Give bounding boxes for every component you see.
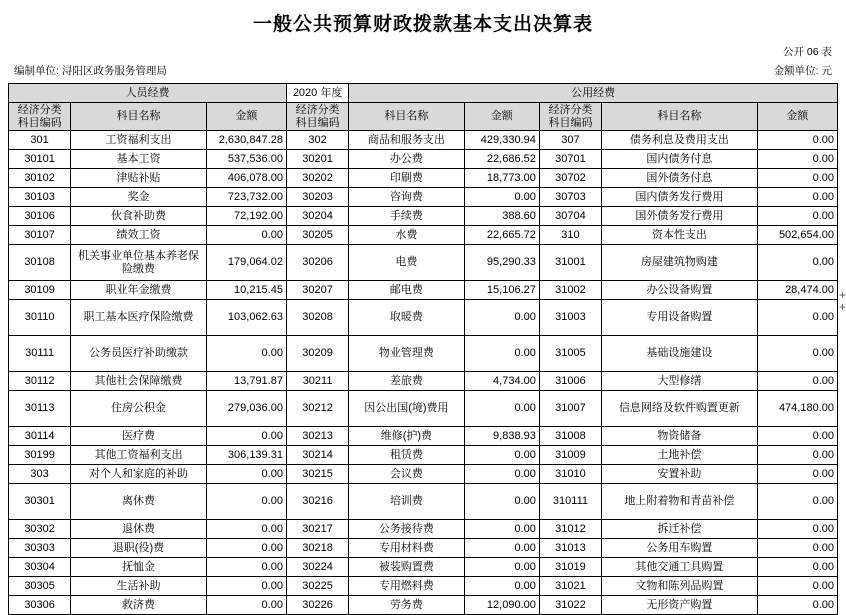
cell-name-goods: 专用材料费 [349,539,464,558]
cell-code-goods: 30213 [286,427,348,446]
cell-amount-personnel: 0.00 [206,465,286,484]
cell-amount-other: 0.00 [757,465,837,484]
cell-name-goods: 取暖费 [349,300,464,336]
cell-amount-personnel: 2,630,847.28 [206,131,286,150]
cell-amount-goods: 4,734.00 [464,372,539,391]
cell-name-personnel: 奖金 [71,188,206,207]
cell-amount-personnel: 0.00 [206,558,286,577]
cell-name-goods: 租赁费 [349,446,464,465]
cell-name-other: 大型修缮 [602,372,758,391]
cell-name-goods: 劳务费 [349,596,464,615]
cell-name-other: 文物和陈列品购置 [602,577,758,596]
table-row [9,427,838,446]
cell-name-other: 信息网络及软件购置更新 [602,391,758,427]
cell-code-personnel: 30304 [9,558,71,577]
cell-name-other: 办公设备购置 [602,281,758,300]
cell-name-goods: 培训费 [349,484,464,520]
cell-code-goods: 30215 [286,465,348,484]
cell-name-personnel: 职业年金缴费 [71,281,206,300]
col-header-code-line1-other: 经济分类 [548,104,593,116]
table-row [9,245,838,281]
cell-code-personnel: 30303 [9,539,71,558]
cell-code-personnel: 30101 [9,150,71,169]
col-header-name-personnel: 科目名称 [71,103,206,131]
cell-code-goods: 30218 [286,539,348,558]
cell-code-personnel: 30302 [9,520,71,539]
cell-code-personnel: 30110 [9,300,71,336]
group-header-public: 公用经费 [349,84,838,103]
cell-name-goods: 差旅费 [349,372,464,391]
cell-amount-goods: 22,686.52 [464,150,539,169]
meta-row [8,63,838,78]
table-row [9,300,838,336]
cell-name-personnel: 其他社会保障缴费 [71,372,206,391]
cell-code-other: 31013 [539,539,601,558]
cell-code-other: 30701 [539,150,601,169]
cell-amount-goods: 0.00 [464,539,539,558]
col-header-code-line2-other: 科目编码 [548,116,593,129]
cell-code-other: 31012 [539,520,601,539]
cell-amount-other: 0.00 [757,558,837,577]
cell-amount-personnel: 537,536.00 [206,150,286,169]
cell-name-personnel: 机关事业单位基本养老保险缴费 [71,245,206,281]
cell-amount-other: 502,654.00 [757,226,837,245]
amount-unit: 金额单位: 元 [773,65,832,77]
cell-code-other: 31009 [539,446,601,465]
cell-name-other: 债务利息及费用支出 [602,131,758,150]
cell-name-personnel: 伙食补助费 [71,207,206,226]
cell-amount-personnel: 0.00 [206,596,286,615]
cell-amount-other: 0.00 [757,372,837,391]
cell-code-personnel: 30199 [9,446,71,465]
cell-code-other: 31005 [539,336,601,372]
col-header-code-line1: 经济分类 [17,104,62,116]
cell-code-personnel: 30108 [9,245,71,281]
cell-code-personnel: 30106 [9,207,71,226]
table-row [9,226,838,245]
cell-code-goods: 30217 [286,520,348,539]
cell-name-other: 无形资产购置 [602,596,758,615]
cell-amount-personnel: 13,791.87 [206,372,286,391]
table-row [9,446,838,465]
cell-code-personnel: 301 [9,131,71,150]
cell-amount-other: 474,180.00 [757,391,837,427]
cell-amount-goods: 388.60 [464,207,539,226]
group-header-personnel: 人员经费 [9,84,287,103]
table-column-header-row [9,103,838,131]
cell-amount-other: 0.00 [757,169,837,188]
compiler-info [14,63,167,78]
cell-amount-other: 0.00 [757,300,837,336]
cell-code-personnel: 303 [9,465,71,484]
cell-name-personnel: 住房公积金 [71,391,206,427]
cell-amount-personnel: 72,192.00 [206,207,286,226]
cell-name-other: 拆迁补偿 [602,520,758,539]
cell-code-personnel: 30301 [9,484,71,520]
cell-amount-personnel: 179,064.02 [206,245,286,281]
table-body [9,131,838,615]
cell-amount-goods: 0.00 [464,465,539,484]
expand-plus-icon-top[interactable]: + [838,288,846,302]
cell-amount-other: 0.00 [757,336,837,372]
cell-name-other: 国内债务付息 [602,150,758,169]
col-header-name-other: 科目名称 [602,103,758,131]
cell-name-goods: 水费 [349,226,464,245]
table-row [9,539,838,558]
cell-name-goods: 物业管理费 [349,336,464,372]
cell-amount-other: 0.00 [757,446,837,465]
cell-name-personnel: 职工基本医疗保险缴费 [71,300,206,336]
cell-name-personnel: 公务员医疗补助缴款 [71,336,206,372]
cell-code-other: 310 [539,226,601,245]
cell-name-goods: 维修(护)费 [349,427,464,446]
cell-name-other: 安置补助 [602,465,758,484]
cell-code-other: 31008 [539,427,601,446]
cell-code-other: 30704 [539,207,601,226]
table-group-header-row [9,84,838,103]
cell-name-other: 土地补偿 [602,446,758,465]
cell-amount-goods: 0.00 [464,336,539,372]
table-row [9,131,838,150]
cell-name-other: 基础设施建设 [602,336,758,372]
cell-name-goods: 因公出国(境)费用 [349,391,464,427]
cell-amount-goods: 0.00 [464,446,539,465]
cell-amount-other: 0.00 [757,207,837,226]
cell-code-goods: 30214 [286,446,348,465]
cell-amount-goods: 0.00 [464,558,539,577]
col-header-code-goods [286,103,348,131]
cell-name-goods: 公务接待费 [349,520,464,539]
cell-name-other: 房屋建筑物购建 [602,245,758,281]
cell-code-other: 31001 [539,245,601,281]
cell-amount-personnel: 306,139.31 [206,446,286,465]
cell-amount-other: 0.00 [757,484,837,520]
cell-code-personnel: 30305 [9,577,71,596]
table-row [9,577,838,596]
cell-amount-personnel: 103,062.63 [206,300,286,336]
table-row [9,188,838,207]
cell-code-goods: 30205 [286,226,348,245]
table-row [9,150,838,169]
cell-code-other: 310111 [539,484,601,520]
cell-name-other: 地上附着物和青苗补偿 [602,484,758,520]
cell-name-personnel: 基本工资 [71,150,206,169]
cell-code-goods: 30209 [286,336,348,372]
cell-code-personnel: 30306 [9,596,71,615]
cell-amount-personnel: 0.00 [206,539,286,558]
col-header-code-personnel [9,103,71,131]
cell-amount-goods: 18,773.00 [464,169,539,188]
cell-amount-goods: 0.00 [464,391,539,427]
cell-amount-personnel: 0.00 [206,577,286,596]
cell-name-goods: 商品和服务支出 [349,131,464,150]
col-header-code-line2: 科目编码 [17,116,62,129]
cell-name-goods: 印刷费 [349,169,464,188]
cell-name-goods: 邮电费 [349,281,464,300]
cell-amount-other: 0.00 [757,427,837,446]
cell-code-other: 31010 [539,465,601,484]
cell-amount-other: 0.00 [757,150,837,169]
cell-amount-other: 0.00 [757,188,837,207]
cell-code-other: 31006 [539,372,601,391]
year-label: 2020 年度 [286,84,348,103]
cell-amount-other: 0.00 [757,577,837,596]
cell-code-other: 31007 [539,391,601,427]
table-row [9,558,838,577]
cell-name-goods: 电费 [349,245,464,281]
cell-amount-goods: 15,106.27 [464,281,539,300]
cell-amount-goods: 0.00 [464,188,539,207]
cell-name-other: 国外债务付息 [602,169,758,188]
cell-code-other: 31022 [539,596,601,615]
cell-code-goods: 30202 [286,169,348,188]
cell-code-personnel: 30109 [9,281,71,300]
cell-name-personnel: 绩效工资 [71,226,206,245]
cell-name-personnel: 退职(役)费 [71,539,206,558]
table-row [9,169,838,188]
cell-name-personnel: 离休费 [71,484,206,520]
cell-code-personnel: 30102 [9,169,71,188]
cell-name-other: 其他交通工具购置 [602,558,758,577]
cell-amount-other: 0.00 [757,520,837,539]
cell-code-goods: 30204 [286,207,348,226]
cell-amount-goods: 9,838.93 [464,427,539,446]
compiler-label: 编制单位: [14,65,59,77]
cell-amount-personnel: 406,078.00 [206,169,286,188]
cell-name-goods: 咨询费 [349,188,464,207]
cell-amount-goods: 0.00 [464,484,539,520]
cell-name-personnel: 退休费 [71,520,206,539]
cell-name-other: 国外债务发行费用 [602,207,758,226]
cell-code-goods: 30225 [286,577,348,596]
table-row [9,391,838,427]
cell-amount-personnel: 279,036.00 [206,391,286,427]
cell-name-goods: 会议费 [349,465,464,484]
cell-code-goods: 30216 [286,484,348,520]
public-label-row [8,44,838,59]
public-form-number: 公开 06 表 [782,46,832,58]
table-row [9,372,838,391]
cell-name-other: 资本性支出 [602,226,758,245]
cell-code-other: 31021 [539,577,601,596]
cell-amount-other: 0.00 [757,596,837,615]
page-title: 一般公共预算财政拨款基本支出决算表 [252,14,593,35]
table-row [9,281,838,300]
cell-code-goods: 30201 [286,150,348,169]
cell-code-other: 31019 [539,558,601,577]
cell-name-personnel: 工资福利支出 [71,131,206,150]
col-header-amount-other: 金额 [757,103,837,131]
cell-code-personnel: 30107 [9,226,71,245]
cell-amount-personnel: 0.00 [206,520,286,539]
cell-code-personnel: 30112 [9,372,71,391]
cell-amount-goods: 0.00 [464,577,539,596]
cell-amount-other: 0.00 [757,131,837,150]
cell-name-other: 国内债务发行费用 [602,188,758,207]
cell-name-personnel: 对个人和家庭的补助 [71,465,206,484]
cell-code-personnel: 30103 [9,188,71,207]
cell-name-goods: 专用燃料费 [349,577,464,596]
col-header-amount-personnel: 金额 [206,103,286,131]
cell-name-other: 公务用车购置 [602,539,758,558]
cell-code-goods: 302 [286,131,348,150]
cell-amount-personnel: 0.00 [206,336,286,372]
col-header-code-line2-goods: 科目编码 [295,116,340,129]
cell-amount-goods: 95,290.33 [464,245,539,281]
table-row [9,336,838,372]
cell-name-goods: 被装购置费 [349,558,464,577]
cell-amount-goods: 22,665.72 [464,226,539,245]
cell-name-personnel: 其他工资福利支出 [71,446,206,465]
cell-code-other: 30703 [539,188,601,207]
cell-code-personnel: 30113 [9,391,71,427]
cell-code-goods: 30208 [286,300,348,336]
cell-amount-personnel: 0.00 [206,226,286,245]
cell-name-personnel: 抚恤金 [71,558,206,577]
cell-code-goods: 30224 [286,558,348,577]
cell-name-personnel: 救济费 [71,596,206,615]
table-row [9,596,838,615]
table-row [9,484,838,520]
cell-amount-goods: 0.00 [464,520,539,539]
cell-code-goods: 30203 [286,188,348,207]
cell-name-goods: 办公费 [349,150,464,169]
cell-amount-goods: 429,330.94 [464,131,539,150]
cell-code-other: 31002 [539,281,601,300]
table-row [9,207,838,226]
expand-plus-icon-bottom[interactable]: + [838,300,846,314]
table-row [9,465,838,484]
cell-code-goods: 30226 [286,596,348,615]
cell-code-goods: 30211 [286,372,348,391]
cell-amount-personnel: 723,732.00 [206,188,286,207]
cell-name-personnel: 生活补助 [71,577,206,596]
cell-code-personnel: 30111 [9,336,71,372]
cell-amount-goods: 0.00 [464,300,539,336]
compiler-value: 浔阳区政务服务管理局 [61,65,167,77]
col-header-code-other [539,103,601,131]
cell-amount-personnel: 10,215.45 [206,281,286,300]
cell-amount-other: 0.00 [757,245,837,281]
cell-code-other: 307 [539,131,601,150]
cell-amount-personnel: 0.00 [206,427,286,446]
cell-name-other: 物资储备 [602,427,758,446]
cell-name-personnel: 津贴补贴 [71,169,206,188]
cell-name-other: 专用设备购置 [602,300,758,336]
budget-table [8,83,838,615]
cell-amount-other: 28,474.00 [757,281,837,300]
cell-code-goods: 30212 [286,391,348,427]
cell-code-personnel: 30114 [9,427,71,446]
cell-name-personnel: 医疗费 [71,427,206,446]
cell-code-goods: 30206 [286,245,348,281]
cell-name-goods: 手续费 [349,207,464,226]
cell-code-other: 31003 [539,300,601,336]
cell-code-goods: 30207 [286,281,348,300]
col-header-amount-goods: 金额 [464,103,539,131]
col-header-code-line1-goods: 经济分类 [295,104,340,116]
cell-code-other: 30702 [539,169,601,188]
table-row [9,520,838,539]
cell-amount-other: 0.00 [757,539,837,558]
cell-amount-goods: 12,090.00 [464,596,539,615]
cell-amount-personnel: 0.00 [206,484,286,520]
col-header-name-goods: 科目名称 [349,103,464,131]
